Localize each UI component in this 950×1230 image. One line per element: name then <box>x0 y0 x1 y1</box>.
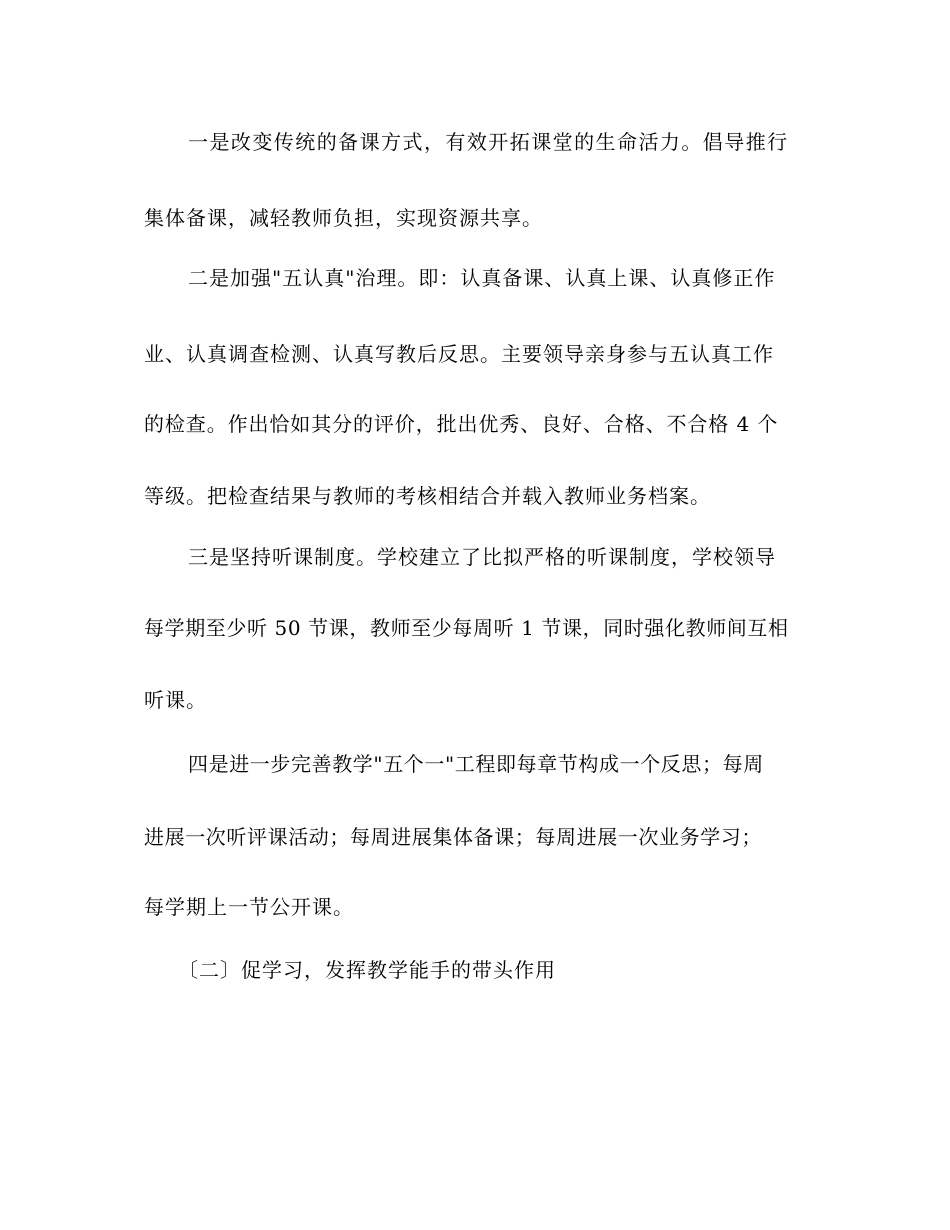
paragraph-2-line-4: 等级。把检查结果与教师的考核相结合并载入教师业务档案。 <box>144 484 711 508</box>
paragraph-1-line-2: 集体备课，减轻教师负担，实现资源共享。 <box>144 206 543 230</box>
paragraph-3-line-3: 听课。 <box>144 688 207 712</box>
paragraph-4-line-1: 四是进一步完善教学"五个一"工程即每章节构成一个反思；每周 <box>188 752 764 776</box>
paragraph-3-line-1: 三是坚持听课制度。学校建立了比拟严格的听课制度，学校领导 <box>188 545 776 569</box>
paragraph-2-line-2: 业、认真调查检测、认真写教后反思。主要领导亲身参与五认真工作 <box>144 342 774 366</box>
paragraph-4-line-2: 进展一次听评课活动；每周进展集体备课；每周进展一次业务学习； <box>144 825 762 849</box>
paragraph-2-line-3: 的检查。作出恰如其分的评价，批出优秀、良好、合格、不合格 4 个 <box>144 412 779 436</box>
paragraph-3-line-2: 每学期至少听 50 节课，教师至少每周听 1 节课，同时强化教师间互相 <box>144 616 789 640</box>
paragraph-4-line-3: 每学期上一节公开课。 <box>144 895 354 919</box>
paragraph-1-line-1: 一是改变传统的备课方式，有效开拓课堂的生命活力。倡导推行 <box>188 130 789 154</box>
section-heading: 〔二〕促学习，发挥教学能手的带头作用 <box>178 958 556 982</box>
paragraph-2-line-1: 二是加强"五认真"治理。即：认真备课、认真上课、认真修正作 <box>188 266 776 290</box>
